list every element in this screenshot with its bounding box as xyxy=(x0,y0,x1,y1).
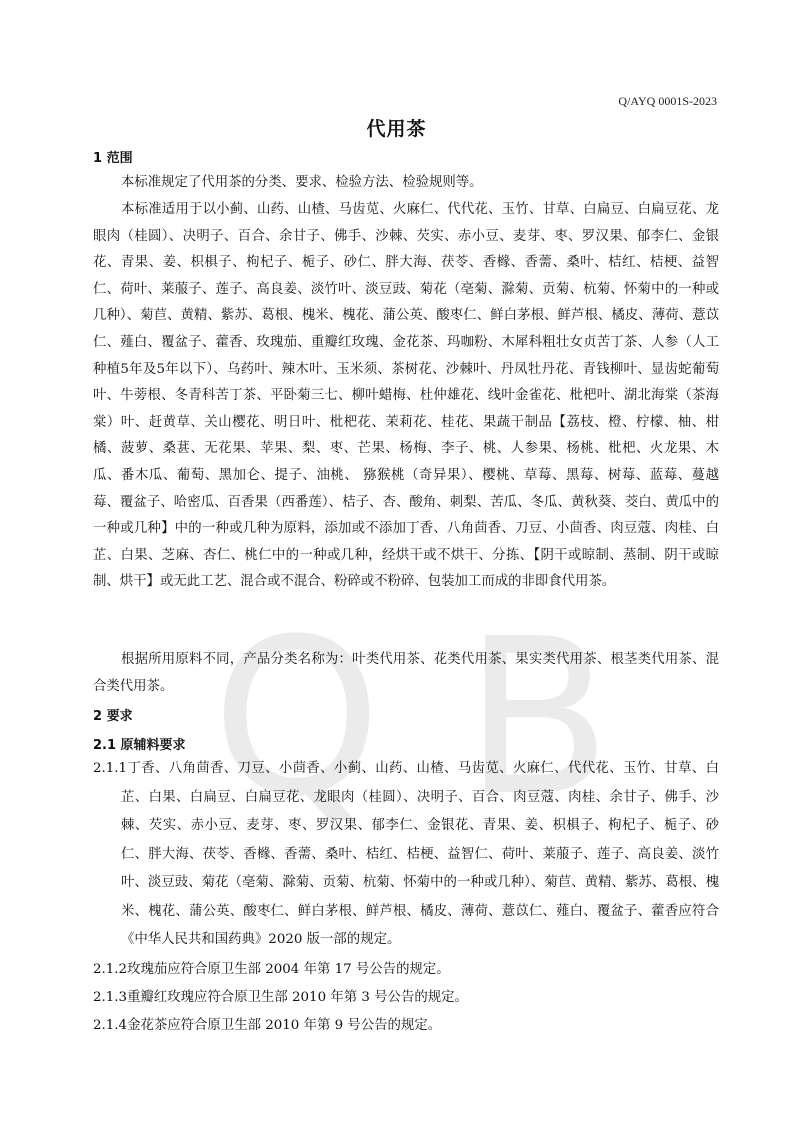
scope-paragraph-3: 根据所用原料不同，产品分类名称为：叶类代用茶、花类代用茶、果实类代用茶、根茎类代用茶、混合类代用茶。 xyxy=(93,652,719,694)
clause-2-1-2: 2.1.2玫瑰茄应符合原卫生部 2004 年第 17 号公告的规定。 xyxy=(93,962,450,977)
page-title: 代用茶 xyxy=(366,118,427,140)
scope-paragraph-1: 本标准规定了代用茶的分类、要求、检验方法、检验规则等。 xyxy=(121,175,483,190)
scope-paragraph-2: 本标准适用于以小蓟、山药、山楂、马齿苋、火麻仁、代代花、玉竹、甘草、白扁豆、白扁豆花、龙眼肉（桂圆）、决明子、百合、余甘子、佛手、沙棘、芡实、赤小豆、麦芽、枣、罗汉果、郁李仁、金银花、青果、姜、枳椇子、枸杞子、栀子、砂仁、胖大海、茯苓、香橼、香薷、桑叶、桔红、桔梗、益智仁、荷叶、莱菔子、莲子、高良姜、淡竹叶、淡豆豉、菊花（亳菊、滁菊、贡菊、杭菊、怀菊中的一种或几种）、菊苣、黄精、紫苏、葛根、槐米、槐花、蒲公英、酸枣仁、鲜白茅根、鲜芦根、橘皮、薄荷、薏苡仁、薤白、覆盆子、藿香、玫瑰茄、重瓣红玫瑰、金花茶、玛咖粉、木犀科粗壮女贞苦丁茶、人参（人工种植5年及5年以下）、乌药叶、辣木叶、玉米须、茶树花、沙棘叶、丹凤牡丹花、青钱柳叶、显齿蛇葡萄叶、牛蒡根、冬青科苦丁茶、平卧菊三七、柳叶蜡梅、杜仲雄花、线叶金雀花、枇杷叶、湖北海棠（茶海棠）叶、赶黄草、关山樱花、明日叶、枇杷花、茉莉花、桂花、果蔬干制品【荔枝、橙、柠檬、柚、柑橘、菠萝、桑葚、无花果、苹果、梨、枣、芒果、杨梅、李子、桃、人参果、杨桃、枇杷、火龙果、木瓜、番木瓜、葡萄、黑加仑、提子、油桃、 猕猴桃（奇异果）、樱桃、草莓、黑莓、树莓、蓝莓、蔓越莓、覆盆子、哈密瓜、百香果（西番莲）、桔子、杏、酸角、刺梨、苦瓜、冬瓜、黄秋葵、茭白、黄瓜中的一种或几种】中的一种或几种为原料，添加或不添加丁香、八角茴香、刀豆、小茴香、肉豆蔻、肉桂、白芷、白果、芝麻、杏仁、桃仁中的一种或几种，经烘干或不烘干、分拣、【阴干或晾制、蒸制、阴干或晾制、烘干】或无此工艺、混合或不混合、粉碎或不粉碎、包装加工而成的非即食代用茶。 xyxy=(93,202,719,590)
watermark-letter-b: B xyxy=(464,592,612,843)
section-heading-scope: 1 范围 xyxy=(93,151,133,166)
clause-2-1-4: 2.1.4金花茶应符合原卫生部 2010 年第 9 号公告的规定。 xyxy=(93,1018,442,1033)
clause-2-1-3: 2.1.3重瓣红玫瑰应符合原卫生部 2010 年第 3 号公告的规定。 xyxy=(93,990,468,1005)
section-heading-raw-materials: 2.1 原辅料要求 xyxy=(93,738,186,753)
watermark-letter-q: Q xyxy=(212,592,382,843)
clause-2-1-1: 2.1.1丁香、八角茴香、刀豆、小茴香、小蓟、山药、山楂、马齿苋、火麻仁、代代花、玉竹、甘草、白芷、白果、白扁豆、白扁豆花、龙眼肉（桂圆）、决明子、百合、肉豆蔻、肉桂、余甘子、佛手、沙棘、芡实、赤小豆、麦芽、枣、罗汉果、郁李仁、金银花、青果、姜、枳椇子、枸杞子、栀子、砂仁、胖大海、茯苓、香橼、香薷、桑叶、桔红、桔梗、益智仁、荷叶、莱菔子、莲子、高良姜、淡竹叶、淡豆豉、菊花（亳菊、滁菊、贡菊、杭菊、怀菊中的一种或几种）、菊苣、黄精、紫苏、葛根、槐米、槐花、蒲公英、酸枣仁、鲜白茅根、鲜芦根、橘皮、薄荷、薏苡仁、薤白、覆盆子、藿香应符合《中华人民共和国药典》2020 版一部的规定。 xyxy=(93,761,719,947)
section-heading-requirements: 2 要求 xyxy=(93,709,133,724)
document-code: Q/AYQ 0001S-2023 xyxy=(618,94,717,108)
